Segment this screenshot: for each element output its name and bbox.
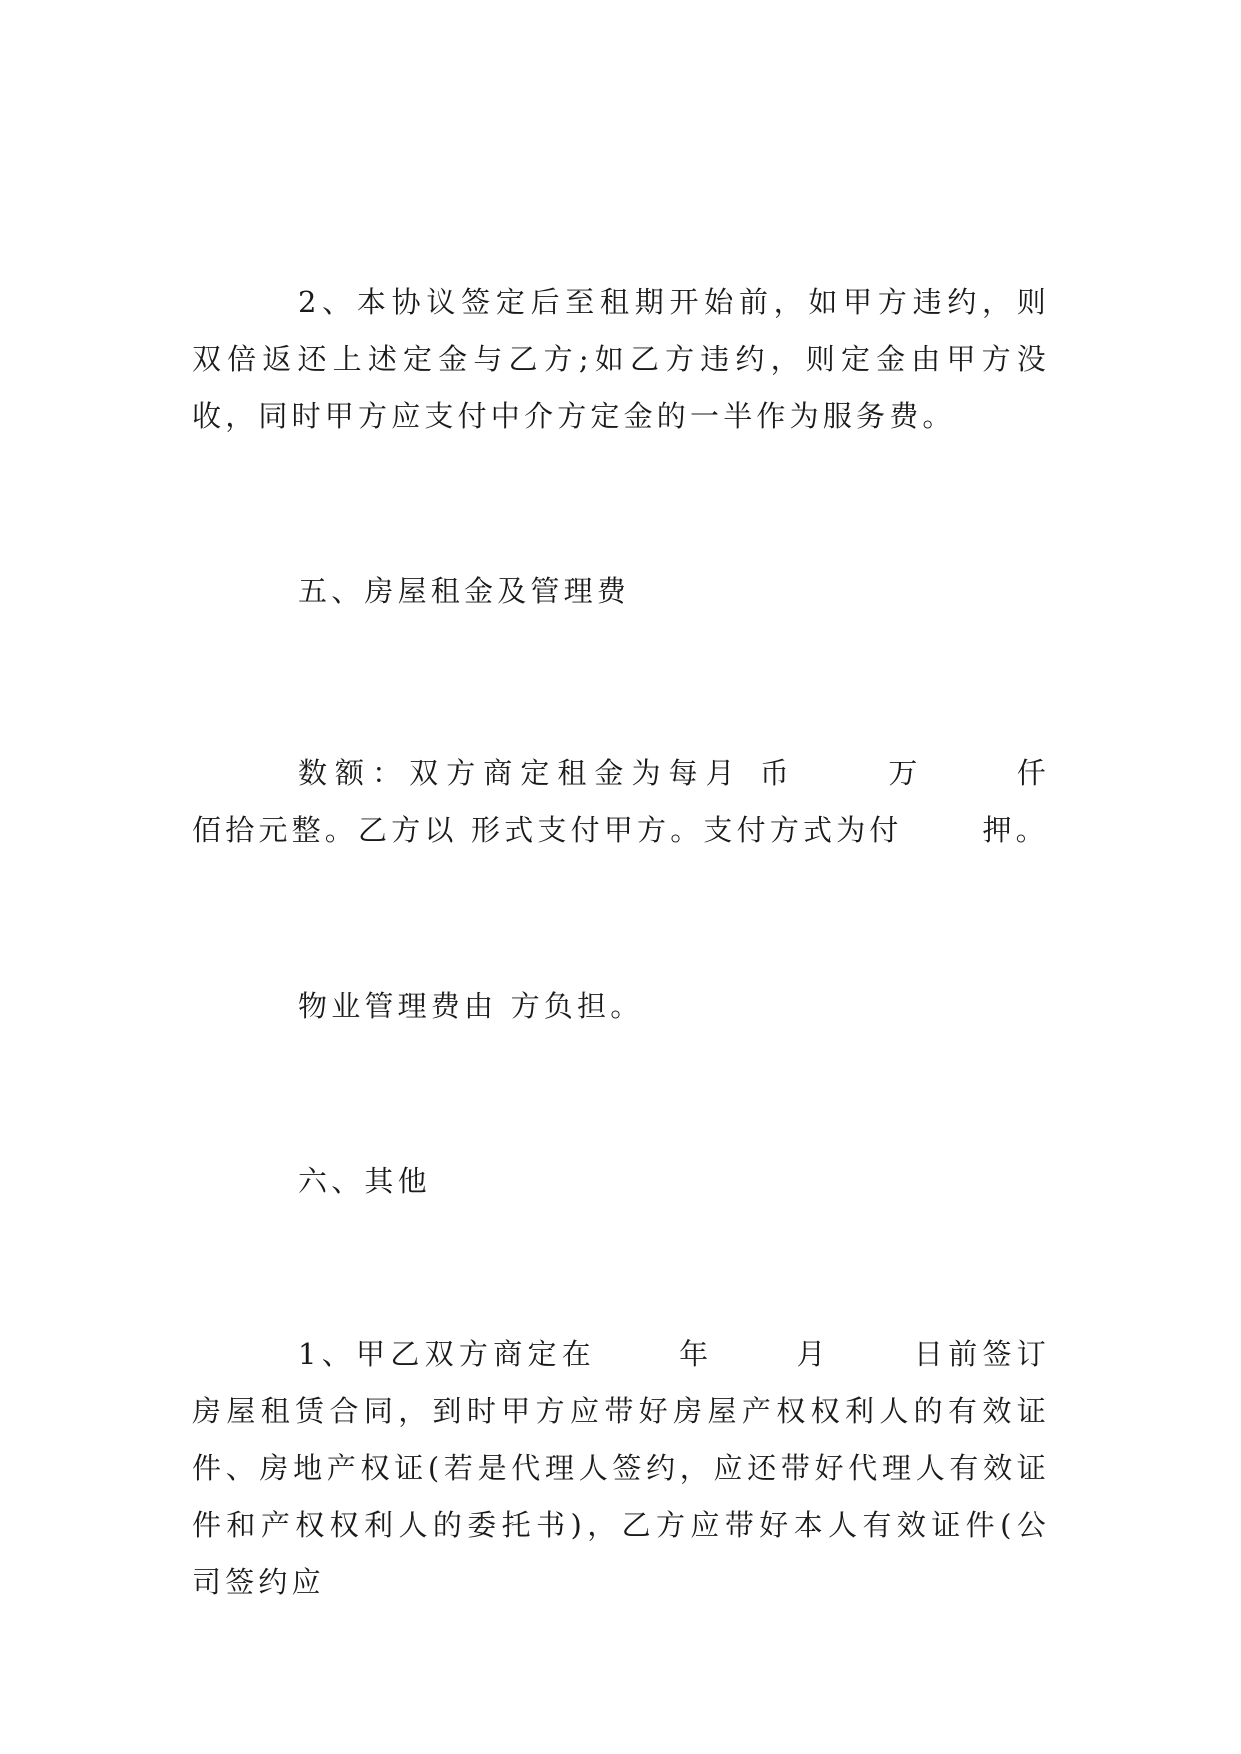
clause-property-fee: 物业管理费由 方负担。: [298, 989, 644, 1023]
clause-contract-signing: 1、甲乙双方商定在 年 月 日前签订房屋租赁合同，到时甲方应带好房屋产权权利人的有效证件、房地产权证(若是代理人签约，应还带好代理人有效证件和产权权利人的委托书)，乙方应带好本人有效证件(公司签约应: [192, 1337, 1050, 1599]
clause-deposit-breach: 2、本协议签定后至租期开始前，如甲方违约，则双倍返还上述定金与乙方;如乙方违约，则定金由甲方没收，同时甲方应支付中介方定金的一半作为服务费。: [192, 285, 1050, 433]
section-heading-rent-fees: 五、房屋租金及管理费: [298, 574, 631, 608]
clause-rent-amount: 数额：双方商定租金为每月 币 万 仟 佰拾元整。乙方以 形式支付甲方。支付方式为付 押。: [192, 756, 1130, 847]
section-heading-other: 六、其他: [298, 1164, 431, 1198]
